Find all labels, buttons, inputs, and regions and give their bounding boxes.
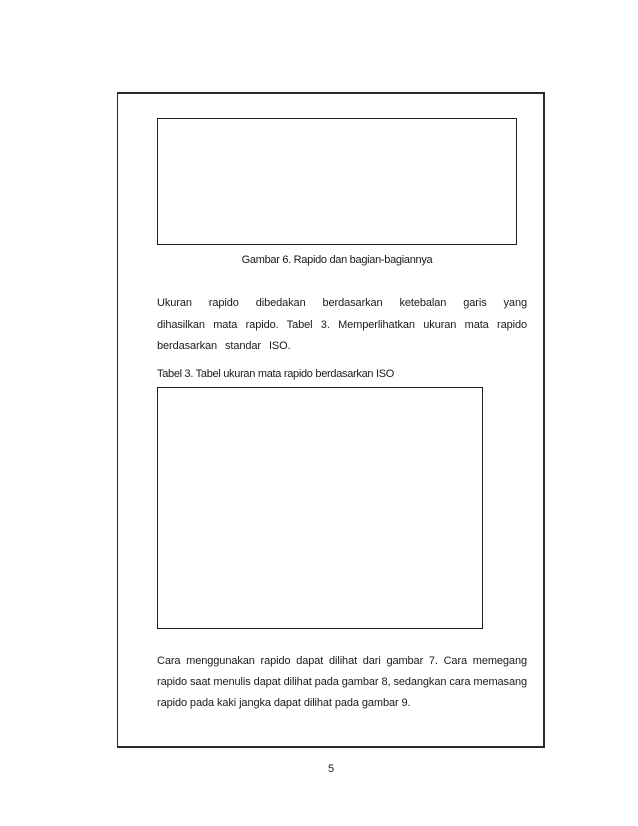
page-number: 5 bbox=[327, 763, 335, 775]
table-3-caption: Tabel 3. Tabel ukuran mata rapido berdasarkan ISO bbox=[157, 368, 395, 380]
paragraph-rapido-sizes: Ukuran rapido dibedakan berdasarkan ketebalan garis yang dihasilkan mata rapido. Tabel 3. Memperlihatkan ukuran mata rapido berdasarkan standar ISO. bbox=[157, 297, 527, 352]
table-3-image-placeholder bbox=[157, 387, 483, 629]
paragraph-rapido-usage: Cara menggunakan rapido dapat dilihat dari gambar 7. Cara memegang rapido saat menulis dapat dilihat pada gambar 8, sedangkan cara memasang rapido pada kaki jangka dapat dilihat pada gambar 9. bbox=[157, 655, 527, 709]
figure-6-image-placeholder bbox=[157, 118, 517, 245]
figure-6-caption: Gambar 6. Rapido dan bagian-bagiannya bbox=[241, 254, 433, 266]
